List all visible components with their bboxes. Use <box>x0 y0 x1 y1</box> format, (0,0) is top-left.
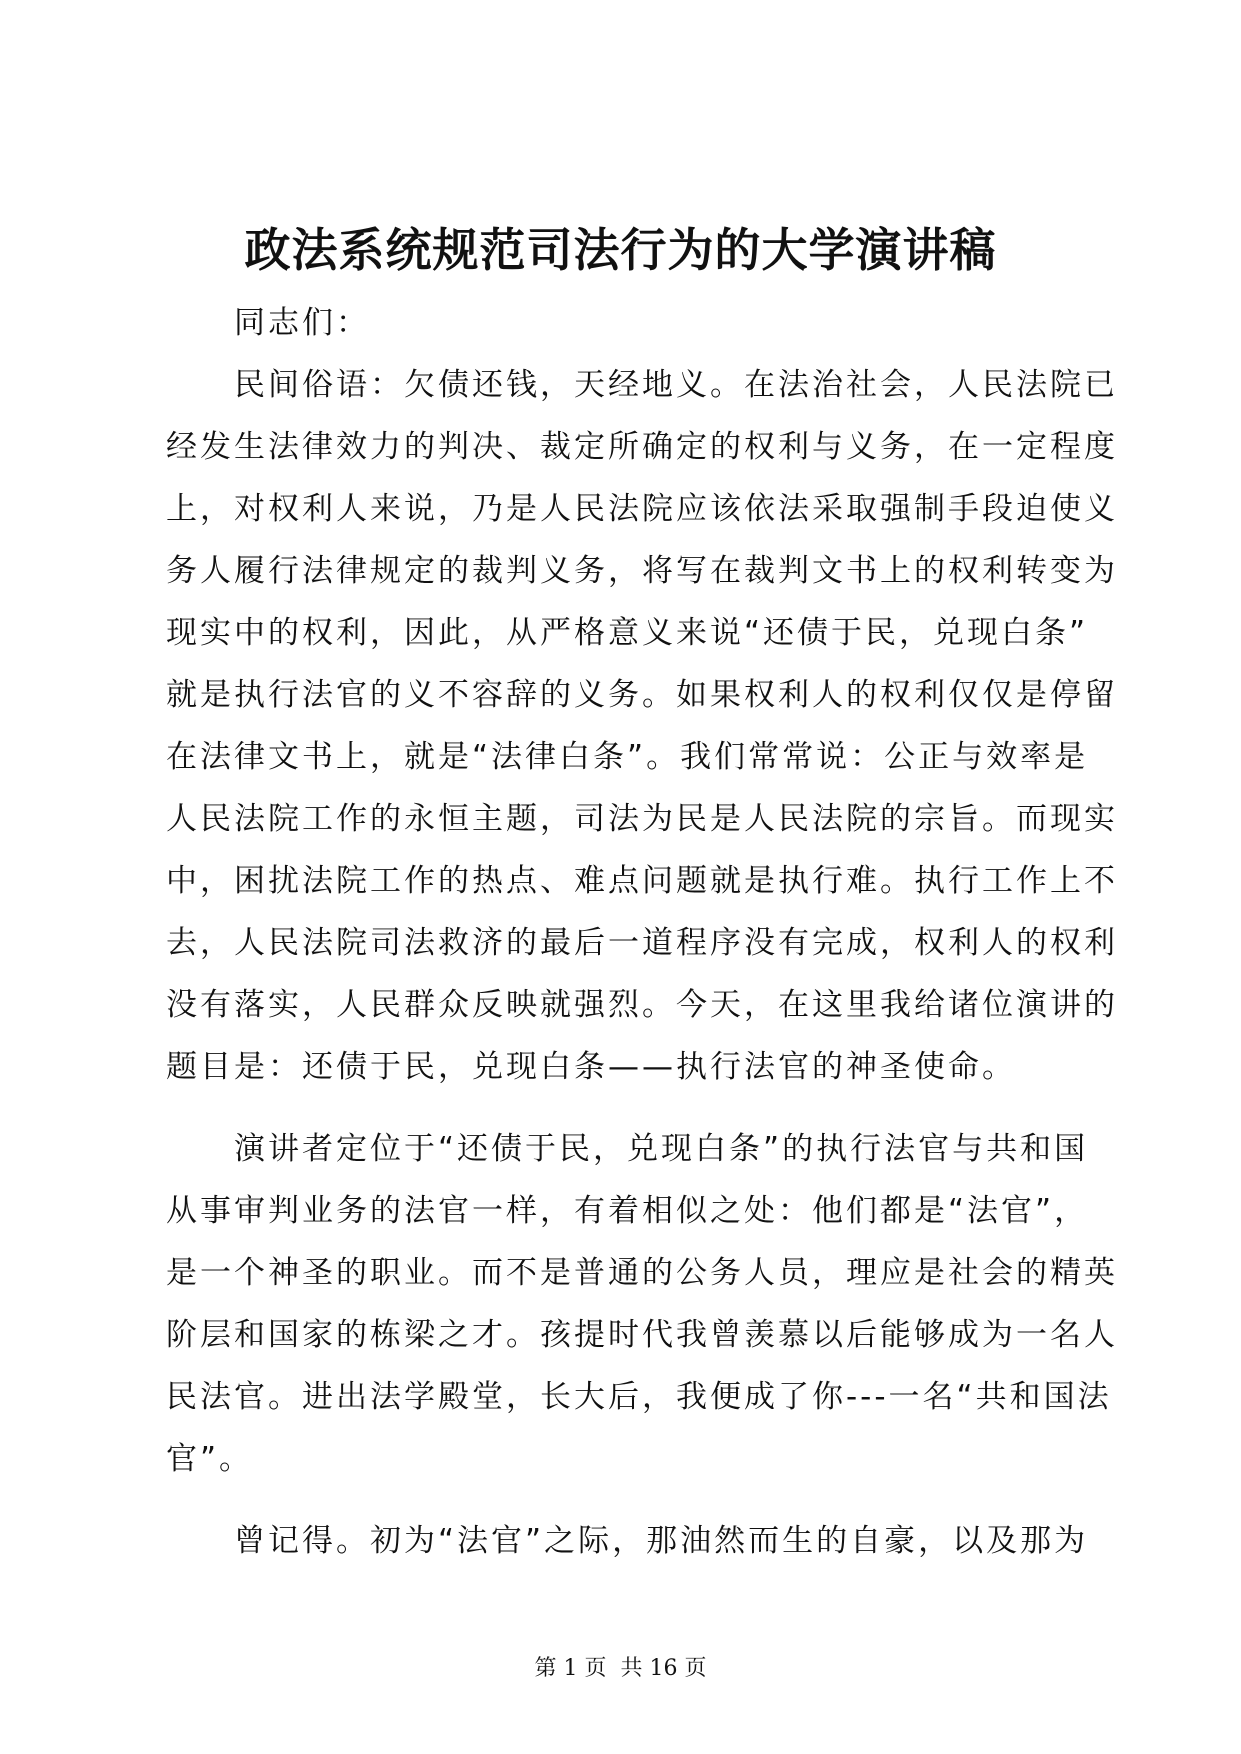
text-line: 民法官。进出法学殿堂，长大后，我便成了你---一名“共和国法 <box>166 1379 1112 1415</box>
text-line: 人民法院工作的永恒主题，司法为民是人民法院的宗旨。而现实 <box>166 801 1118 837</box>
page-number-label: 第 1 页 共 16 页 <box>534 1656 707 1681</box>
text-line: 是一个神圣的职业。而不是普通的公务人员，理应是社会的精英 <box>166 1255 1118 1291</box>
text-line: 就是执行法官的义不容辞的义务。如果权利人的权利仅仅是停留 <box>166 677 1118 713</box>
paragraph-spacing <box>166 1490 1076 1510</box>
text-line: 在法律文书上，就是“法律白条”。我们常常说：公正与效率是 <box>166 739 1089 775</box>
paragraph-3 <box>166 1510 1089 1572</box>
document-body <box>166 292 1118 1572</box>
text-line: 经发生法律效力的判决、裁定所确定的权利与义务，在一定程度 <box>166 429 1118 465</box>
paragraph-spacing <box>166 1098 1076 1118</box>
text-line: 从事审判业务的法官一样，有着相似之处：他们都是“法官”， <box>166 1193 1089 1229</box>
greeting-line: 同志们： <box>234 305 370 341</box>
text-line: 题目是：还债于民，兑现白条——执行法官的神圣使命。 <box>166 1049 1016 1085</box>
text-line: 曾记得。初为“法官”之际，那油然而生的自豪，以及那为 <box>234 1523 1089 1559</box>
text-line: 上，对权利人来说，乃是人民法院应该依法采取强制手段迫使义 <box>166 491 1118 527</box>
text-line: 没有落实，人民群众反映就强烈。今天，在这里我给诸位演讲的 <box>166 987 1118 1023</box>
text-line: 阶层和国家的栋梁之才。孩提时代我曾羡慕以后能够成为一名人 <box>166 1317 1118 1353</box>
paragraph-1 <box>166 354 1118 1098</box>
text-line: 民间俗语：欠债还钱，天经地义。在法治社会，人民法院已 <box>234 367 1118 403</box>
text-line: 中，困扰法院工作的热点、难点问题就是执行难。执行工作上不 <box>166 863 1118 899</box>
text-line: 官”。 <box>166 1441 254 1477</box>
text-line: 现实中的权利，因此，从严格意义来说“还债于民，兑现白条” <box>166 615 1089 651</box>
text-line: 演讲者定位于“还债于民，兑现白条”的执行法官与共和国 <box>234 1131 1089 1167</box>
text-line: 务人履行法律规定的裁判义务，将写在裁判文书上的权利转变为 <box>166 553 1118 589</box>
text-line: 去，人民法院司法救济的最后一道程序没有完成，权利人的权利 <box>166 925 1118 961</box>
paragraph-2 <box>166 1118 1118 1490</box>
page-footer <box>0 1655 1241 1683</box>
document-title: 政法系统规范司法行为的大学演讲稿 <box>244 223 997 277</box>
